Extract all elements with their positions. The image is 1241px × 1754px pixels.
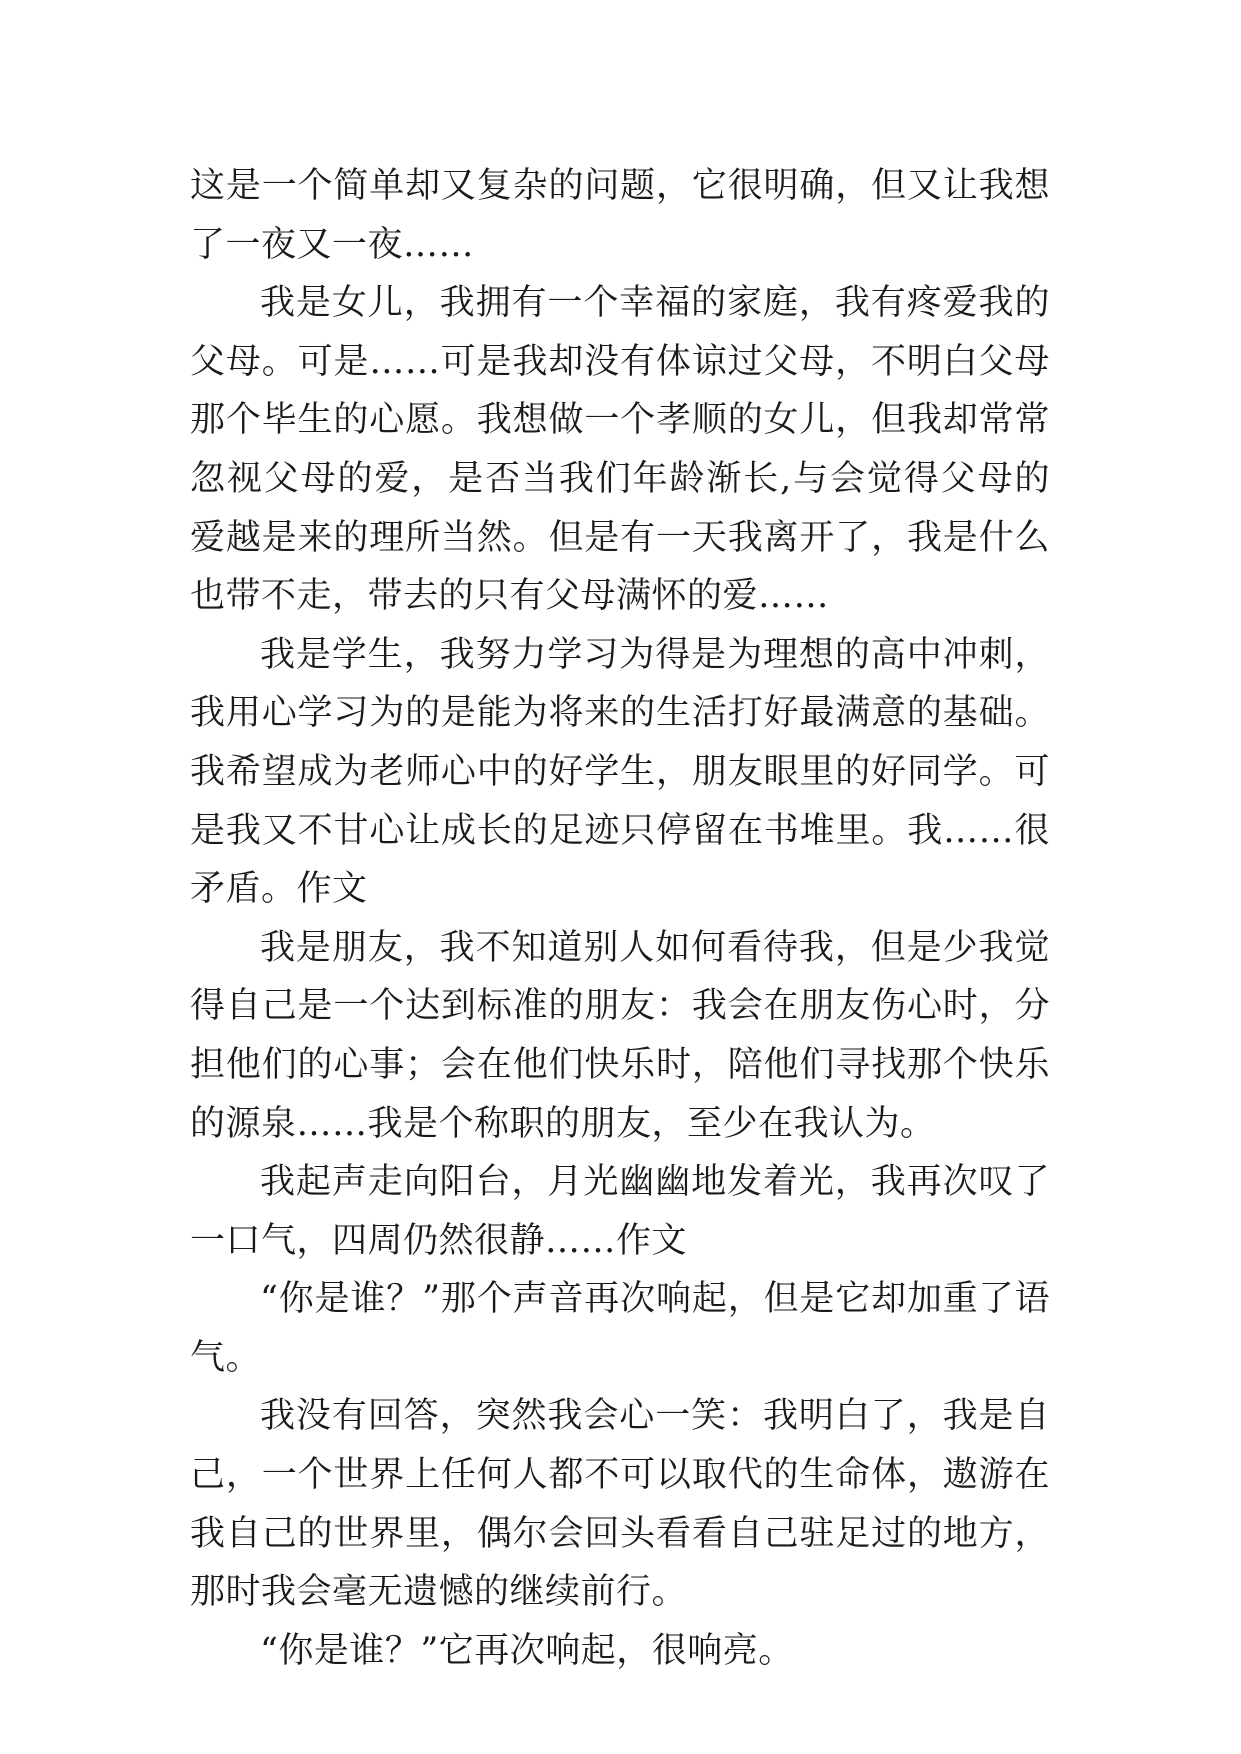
- paragraph-8: “你是谁？”它再次响起，很响亮。: [260, 1630, 794, 1671]
- paragraph-2: 我是女儿，我拥有一个幸福的家庭，我有疼爱我的父母。可是……可是我却没有体谅过父母，不明白父母那个毕生的心愿。我想做一个孝顺的女儿，但我却常常忽视父母的爱，是否当我们年龄渐长,与会觉得父母的爱越是来的理所当然。但是有一天我离开了，我是什么也带不走，带去的只有父母满怀的爱……: [190, 283, 1050, 617]
- paragraph-6: “你是谁？”那个声音再次响起，但是它却加重了语气。: [190, 1279, 1050, 1378]
- paragraph-1: 这是一个简单却又复杂的问题，它很明确，但又让我想了一夜又一夜……: [190, 166, 1050, 265]
- document-body: [190, 157, 1050, 1680]
- paragraph-4: 我是朋友，我不知道别人如何看待我，但是少我觉得自己是一个达到标准的朋友：我会在朋友伤心时，分担他们的心事；会在他们快乐时，陪他们寻找那个快乐的源泉……我是个称职的朋友，至少在我认为。: [190, 927, 1050, 1144]
- paragraph-7: 我没有回答，突然我会心一笑：我明白了，我是自己，一个世界上任何人都不可以取代的生命体，遨游在我自己的世界里，偶尔会回头看看自己驻足过的地方，那时我会毫无遗憾的继续前行。: [190, 1396, 1050, 1613]
- paragraph-3: 我是学生，我努力学习为得是为理想的高中冲刺，我用心学习为的是能为将来的生活打好最满意的基础。我希望成为老师心中的好学生，朋友眼里的好同学。可是我又不甘心让成长的足迹只停留在书堆里。我……很矛盾。作文: [190, 634, 1050, 910]
- paragraph-5: 我起声走向阳台，月光幽幽地发着光，我再次叹了一口气，四周仍然很静……作文: [190, 1162, 1050, 1261]
